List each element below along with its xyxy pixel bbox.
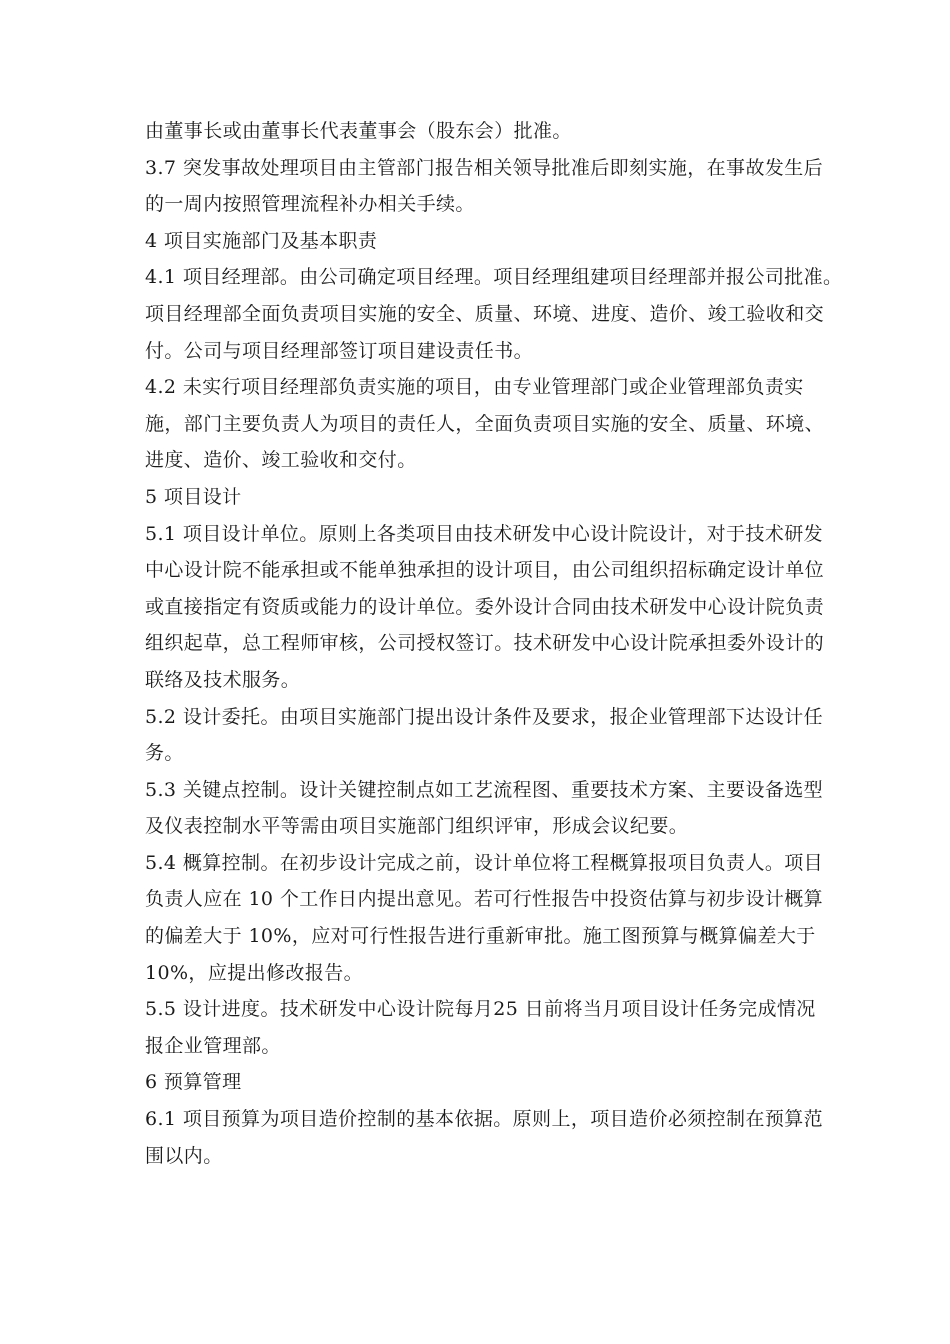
document-body [145, 113, 843, 1174]
text-line: 5.2 设计委托。由项目实施部门提出设计条件及要求，报企业管理部下达设计任 [145, 705, 824, 728]
text-line: 4.1 项目经理部。由公司确定项目经理。项目经理组建项目经理部并报公司批准。 [145, 266, 843, 289]
text-line: 进度、造价、竣工验收和交付。 [145, 449, 417, 472]
text-line: 或直接指定有资质或能力的设计单位。委外设计合同由技术研发中心设计院负责 [145, 595, 825, 618]
text-line: 的一周内按照管理流程补办相关手续。 [145, 193, 475, 216]
text-line: 的偏差大于 10%，应对可行性报告进行重新审批。施工图预算与概算偏差大于 [145, 925, 816, 948]
text-line: 5.4 概算控制。在初步设计完成之前，设计单位将工程概算报项目负责人。项目 [145, 851, 824, 874]
text-line: 施，部门主要负责人为项目的责任人，全面负责项目实施的安全、质量、环境、 [145, 412, 825, 435]
text-line: 组织起草，总工程师审核，公司授权签订。技术研发中心设计院承担委外设计的 [145, 632, 825, 655]
section-heading: 5 项目设计 [145, 485, 242, 508]
text-line: 10%，应提出修改报告。 [145, 961, 364, 984]
text-line: 5.1 项目设计单位。原则上各类项目由技术研发中心设计院设计，对于技术研发 [145, 522, 824, 545]
text-line: 报企业管理部。 [145, 1034, 281, 1057]
text-line: 5.3 关键点控制。设计关键控制点如工艺流程图、重要技术方案、主要设备选型 [145, 778, 824, 801]
text-line: 项目经理部全面负责项目实施的安全、质量、环境、进度、造价、竣工验收和交 [145, 302, 825, 325]
text-line: 负责人应在 10 个工作日内提出意见。若可行性报告中投资估算与初步设计概算 [145, 888, 824, 911]
text-line: 5.5 设计进度。技术研发中心设计院每月25 日前将当月项目设计任务完成情况 [145, 998, 816, 1021]
text-line: 3.7 突发事故处理项目由主管部门报告相关领导批准后即刻实施，在事故发生后 [145, 156, 824, 179]
text-line: 联络及技术服务。 [145, 668, 301, 691]
text-line: 4.2 未实行项目经理部负责实施的项目，由专业管理部门或企业管理部负责实 [145, 376, 804, 399]
section-heading: 4 项目实施部门及基本职责 [145, 229, 378, 252]
text-line: 及仪表控制水平等需由项目实施部门组织评审，形成会议纪要。 [145, 815, 689, 838]
text-line: 围以内。 [145, 1144, 223, 1167]
text-line: 务。 [145, 742, 184, 765]
text-line: 6.1 项目预算为项目造价控制的基本依据。原则上，项目造价必须控制在预算范 [145, 1108, 824, 1131]
text-line: 中心设计院不能承担或不能单独承担的设计项目，由公司组织招标确定设计单位 [145, 559, 825, 582]
text-line: 付。公司与项目经理部签订项目建设责任书。 [145, 339, 534, 362]
section-heading: 6 预算管理 [145, 1071, 242, 1094]
text-line: 由董事长或由董事长代表董事会（股东会）批准。 [145, 120, 572, 142]
